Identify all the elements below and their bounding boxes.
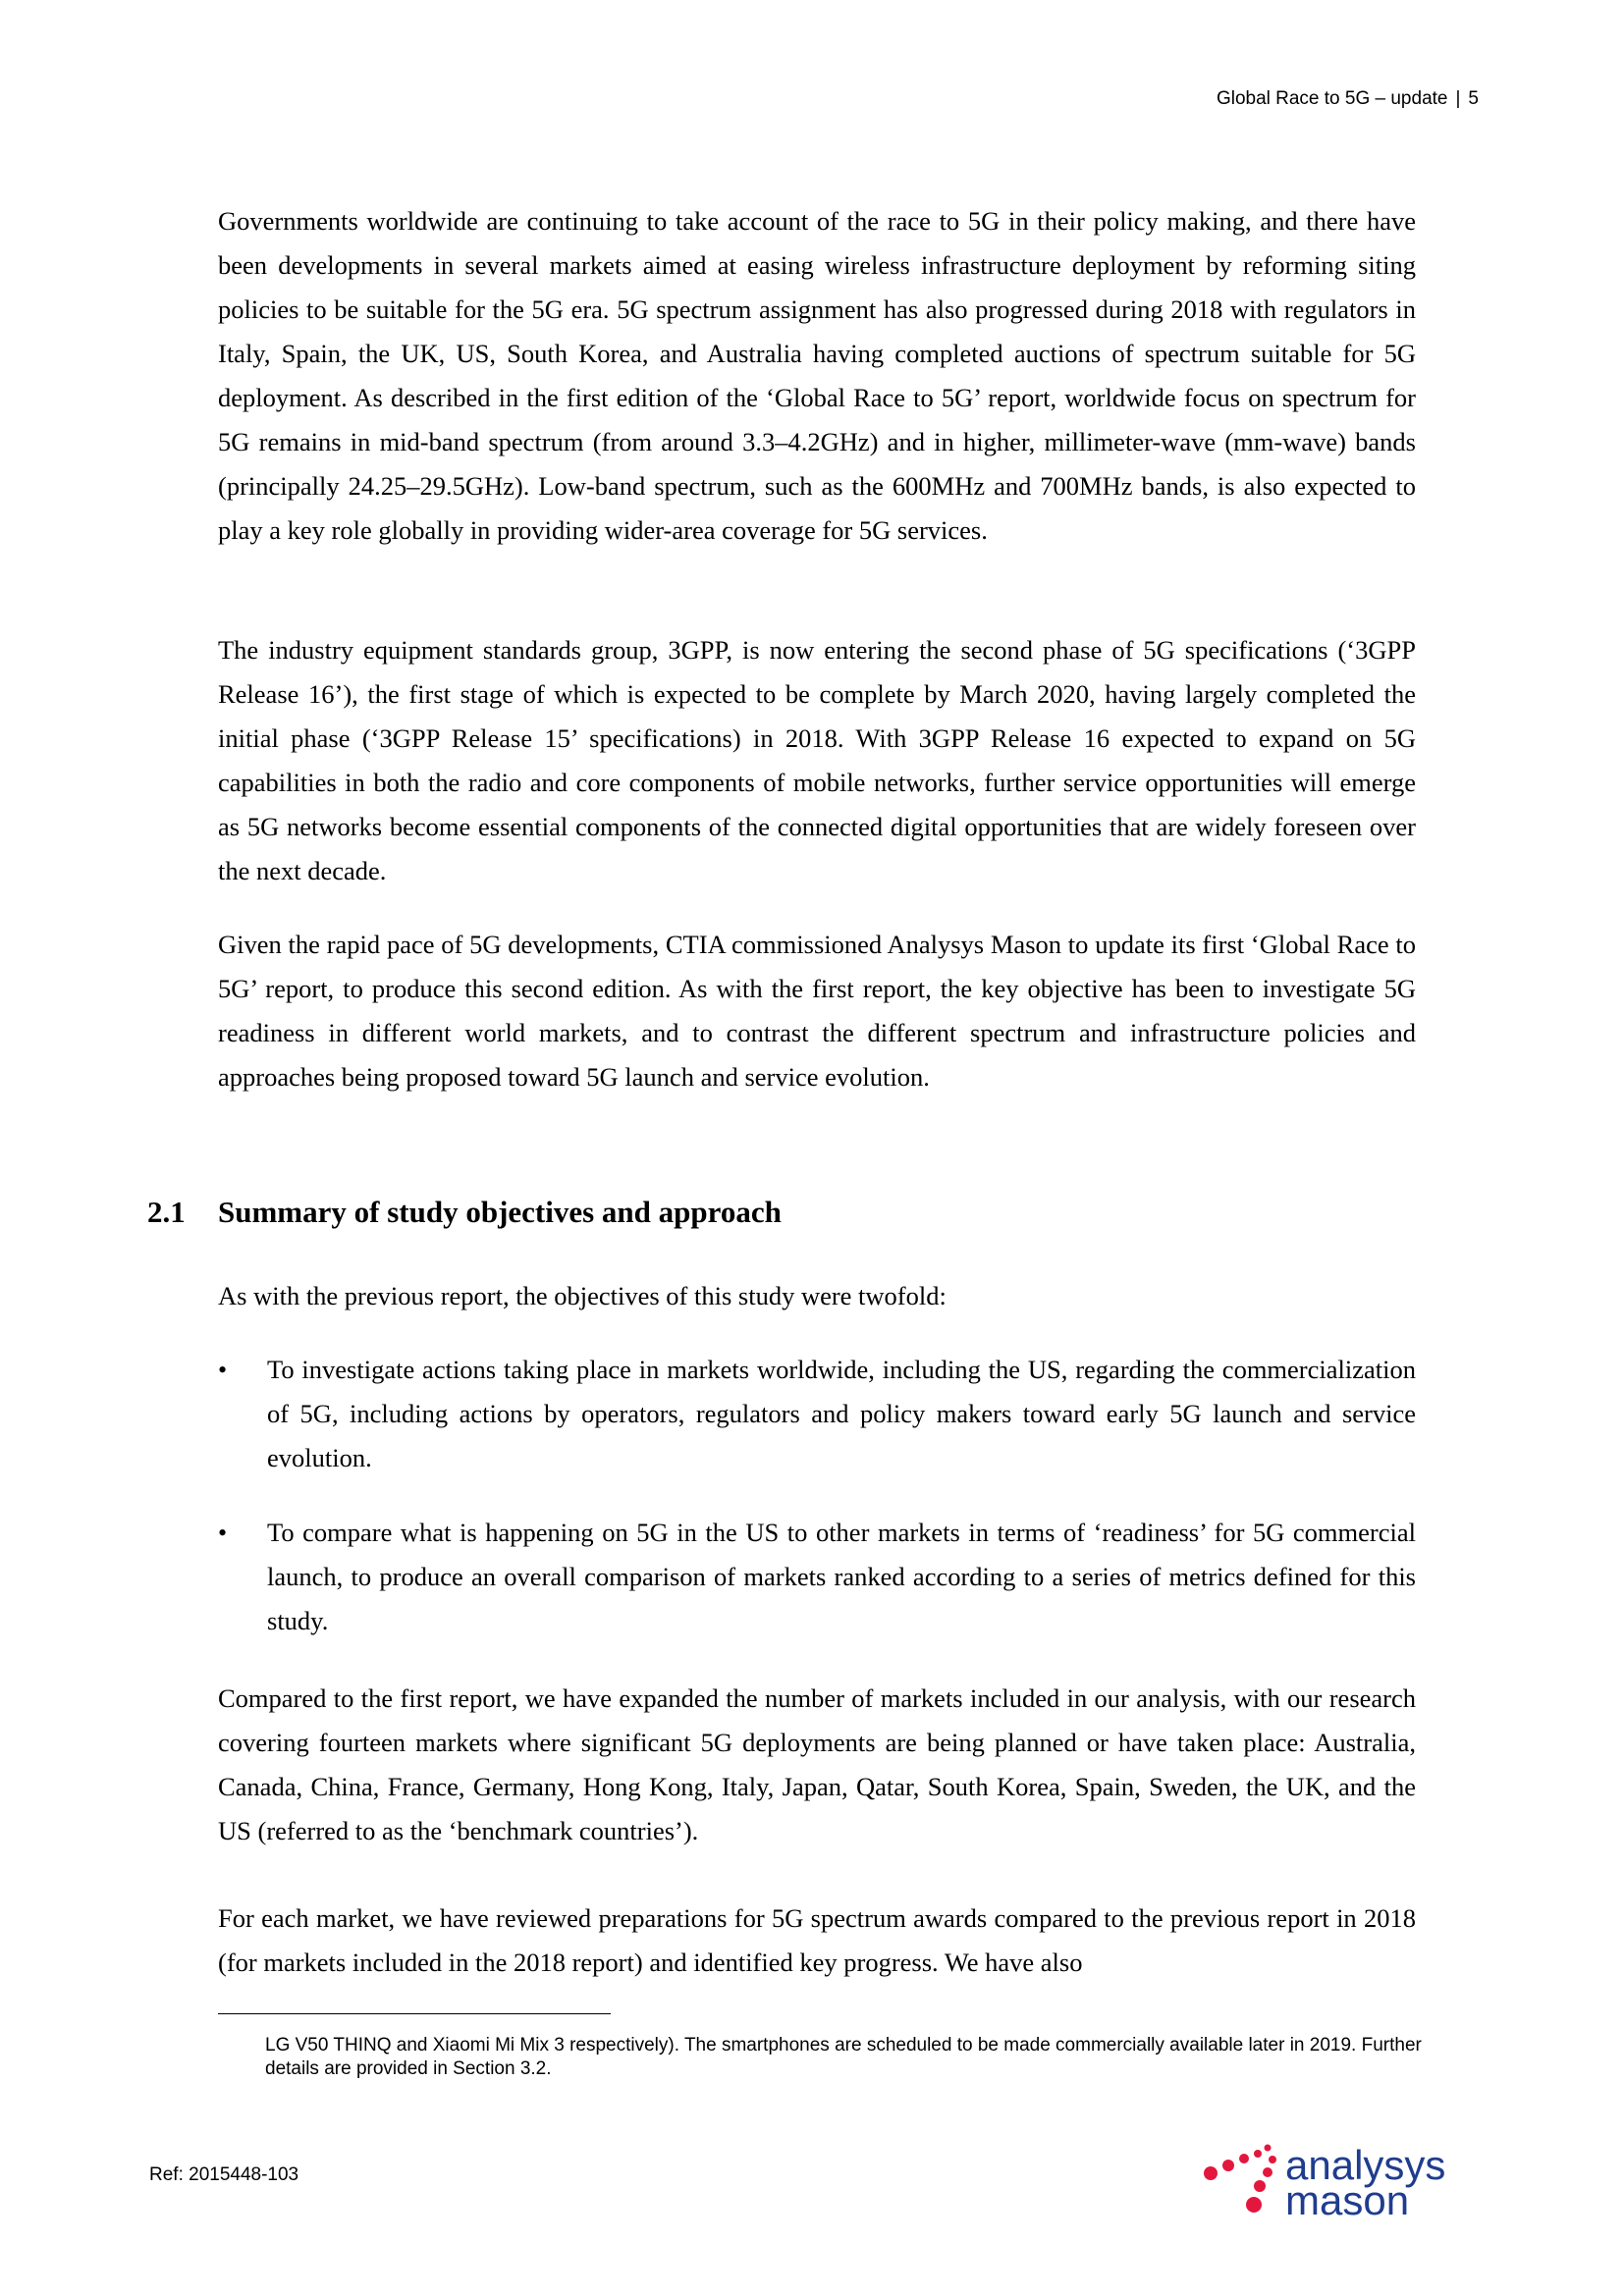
bullet-icon: •: [218, 1356, 228, 1384]
paragraph-governments: Governments worldwide are continuing to take account of the race to 5G in their policy making, and there have been developments in several markets aimed at easing wireless infrastructure deployment by reforming siting policies to be suitable for the 5G era. 5G spectrum assignment has also progressed during 2018 with regulators in Italy, Spain, the UK, US, South Korea, and Australia having completed auctions of spectrum suitable for 5G deployment. As described in the first edition of the ‘Global Race to 5G’ report, worldwide focus on spectrum for 5G remains in mid-band spectrum (from around 3.3–4.2GHz) and in higher, millimeter-wave (mm-wave) bands (principally 24.25–29.5GHz). Low-band spectrum, such as the 600MHz and 700MHz bands, is also expected to play a key role globally in providing wider-area coverage for 5G services.: [218, 206, 1416, 545]
list-item-text: To compare what is happening on 5G in the US to other markets in terms of ‘readiness’ for 5G commercial launch, to produce an overall comparison of markets ranked according to a series of metrics defined for this study.: [267, 1518, 1416, 1635]
list-item: [218, 1511, 1416, 1643]
page-header: [1217, 88, 1479, 110]
paragraph-markets: Compared to the first report, we have expanded the number of markets included in our analysis, with our research covering fourteen markets where significant 5G deployments are being planned or have taken place: Australia, Canada, China, France, Germany, Hong Kong, Italy, Japan, Qatar, South Korea, Spain, Sweden, the UK, and the US (referred to as the ‘benchmark countries’).: [218, 1683, 1416, 1845]
paragraph-ctia: Given the rapid pace of 5G developments, CTIA commissioned Analysys Mason to update its first ‘Global Race to 5G’ report, to produce this second edition. As with the first report, the key objective has been to investigate 5G readiness in different world markets, and to contrast the different spectrum and infrastructure policies and approaches being proposed toward 5G launch and service evolution.: [218, 930, 1416, 1092]
logo-text-analysys: analysys: [1285, 2142, 1446, 2188]
logo-dots-icon: [1204, 2145, 1276, 2214]
document-reference: Ref: 2015448-103: [149, 2164, 299, 2185]
analysys-mason-logo: [1203, 2130, 1517, 2218]
logo-text-mason: mason: [1285, 2177, 1410, 2218]
header-title: Global Race to 5G – update: [1216, 88, 1448, 109]
section-heading: [147, 1195, 782, 1230]
section-number: 2.1: [147, 1195, 186, 1229]
page-number: 5: [1468, 88, 1479, 109]
list-item: [218, 1348, 1416, 1480]
paragraph-objectives-intro: As with the previous report, the objectives of this study were twofold:: [218, 1281, 947, 1310]
paragraph-3gpp: The industry equipment standards group, 3GPP, is now entering the second phase of 5G specifications (‘3GPP Release 16’), the first stage of which is expected to be complete by March 2020, having largely completed the initial phase (‘3GPP Release 15’ specifications) in 2018. With 3GPP Release 16 expected to expand on 5G capabilities in both the radio and core components of mobile networks, further service opportunities will emerge as 5G networks become essential components of the connected digital opportunities that are widely foreseen over the next decade.: [218, 635, 1416, 885]
footnote: LG V50 THINQ and Xiaomi Mi Mix 3 respectively). The smartphones are scheduled to be made commercially available later in 2019. Further details are provided in Section 3.2.: [265, 2035, 1422, 2079]
header-separator: |: [1455, 88, 1461, 109]
paragraph-spectrum-review: For each market, we have reviewed preparations for 5G spectrum awards compared to the previous report in 2018 (for markets included in the 2018 report) and identified key progress. We have also: [218, 1903, 1416, 1977]
list-item-text: To investigate actions taking place in markets worldwide, including the US, regarding the commercialization of 5G, including actions by operators, regulators and policy makers toward early 5G launch and service evolution.: [267, 1355, 1416, 1472]
footnote-divider: [218, 2013, 611, 2014]
bullet-icon: •: [218, 1519, 228, 1547]
objectives-list: [218, 1348, 1416, 1674]
section-title: Summary of study objectives and approach: [218, 1195, 782, 1229]
